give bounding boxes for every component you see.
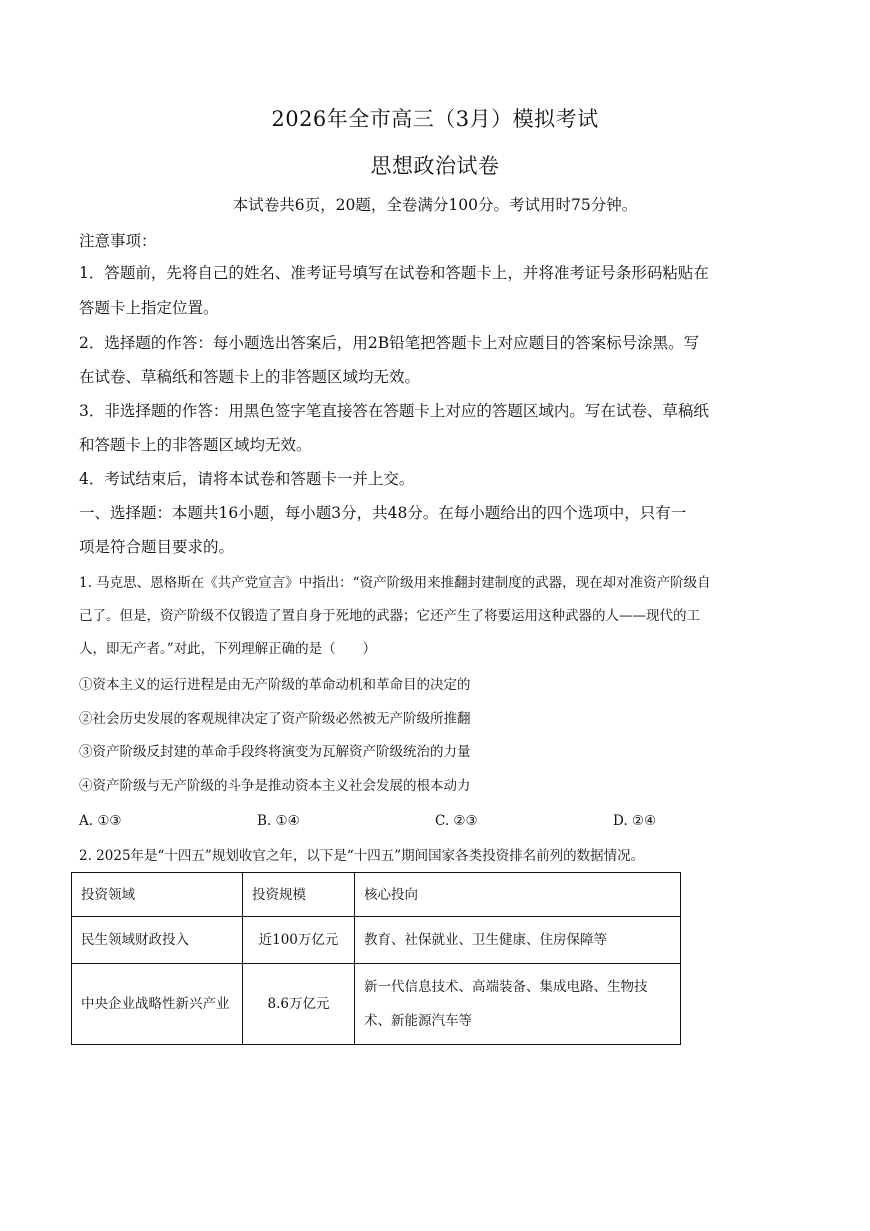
table-header: 核心投向 <box>355 873 681 917</box>
table-row <box>72 917 681 964</box>
note-line: 3．非选择题的作答：用黑色签字笔直接答在答题卡上对应的答题区域内。写在试卷、草稿纸 <box>79 402 709 420</box>
table-cell: 8.6万亿元 <box>243 964 355 1045</box>
table-header: 投资领域 <box>72 873 243 917</box>
table-header-row <box>72 873 681 917</box>
subject-title: 思想政治试卷 <box>370 154 500 178</box>
table-row <box>72 964 681 1045</box>
table-cell: 民生领域财政投入 <box>72 917 243 964</box>
note-line: 4．考试结束后，请将本试卷和答题卡一并上交。 <box>79 470 415 488</box>
table-header: 投资规模 <box>243 873 355 917</box>
table-cell: 教育、社保就业、卫生健康、住房保障等 <box>355 917 681 964</box>
exam-info: 本试卷共6页，20题，全卷满分100分。考试用时75分钟。 <box>232 196 638 214</box>
question-1-stem: 己了。但是，资产阶级不仅锻造了置自身于死地的武器；它还产生了将要运用这种武器的人——现代的工 <box>79 608 700 624</box>
option-b: B. ①④ <box>257 813 300 829</box>
table-cell: 新一代信息技术、高端装备、集成电路、生物技术、新能源汽车等 <box>355 964 681 1045</box>
statement-1: ①资本主义的运行进程是由无产阶级的革命动机和革命目的决定的 <box>79 677 471 693</box>
note-line: 在试卷、草稿纸和答题卡上的非答题区域均无效。 <box>79 368 421 386</box>
statement-4: ④资产阶级与无产阶级的斗争是推动资本主义社会发展的根本动力 <box>79 778 471 794</box>
note-line: 答题卡上指定位置。 <box>79 299 219 317</box>
notes-heading: 注意事项： <box>79 232 157 250</box>
section-heading: 一、选择题：本题共16小题，每小题3分，共48分。在每小题给出的四个选项中，只有一 <box>79 504 687 522</box>
investment-table <box>71 872 681 1045</box>
option-a: A. ①③ <box>79 813 122 829</box>
table-cell: 近100万亿元 <box>243 917 355 964</box>
statement-2: ②社会历史发展的客观规律决定了资产阶级必然被无产阶级所推翻 <box>79 711 471 727</box>
section-heading: 项是符合题目要求的。 <box>79 538 235 556</box>
statement-3: ③资产阶级反封建的革命手段终将演变为瓦解资产阶级统治的力量 <box>79 744 471 760</box>
question-1-stem: 人，即无产者。”对此，下列理解正确的是（ ） <box>79 641 377 657</box>
option-c: C. ②③ <box>435 813 478 829</box>
question-2-stem: 2. 2025年是“十四五”规划收官之年，以下是“十四五”期间国家各类投资排名前列的数据情况。 <box>79 848 645 864</box>
option-d: D. ②④ <box>613 813 657 829</box>
note-line: 1．答题前，先将自己的姓名、准考证号填写在试卷和答题卡上，并将准考证号条形码粘贴在 <box>79 264 709 282</box>
question-1-stem: 1. 马克思、恩格斯在《共产党宣言》中指出：“资产阶级用来推翻封建制度的武器，现在却对准资产阶级自 <box>79 575 711 591</box>
table-cell: 中央企业战略性新兴产业 <box>72 964 243 1045</box>
exam-title: 2026年全市高三（3月）模拟考试 <box>271 107 599 131</box>
note-line: 和答题卡上的非答题区域均无效。 <box>79 436 312 454</box>
note-line: 2．选择题的作答：每小题选出答案后，用2B铅笔把答题卡上对应题目的答案标号涂黑。写 <box>79 334 700 352</box>
